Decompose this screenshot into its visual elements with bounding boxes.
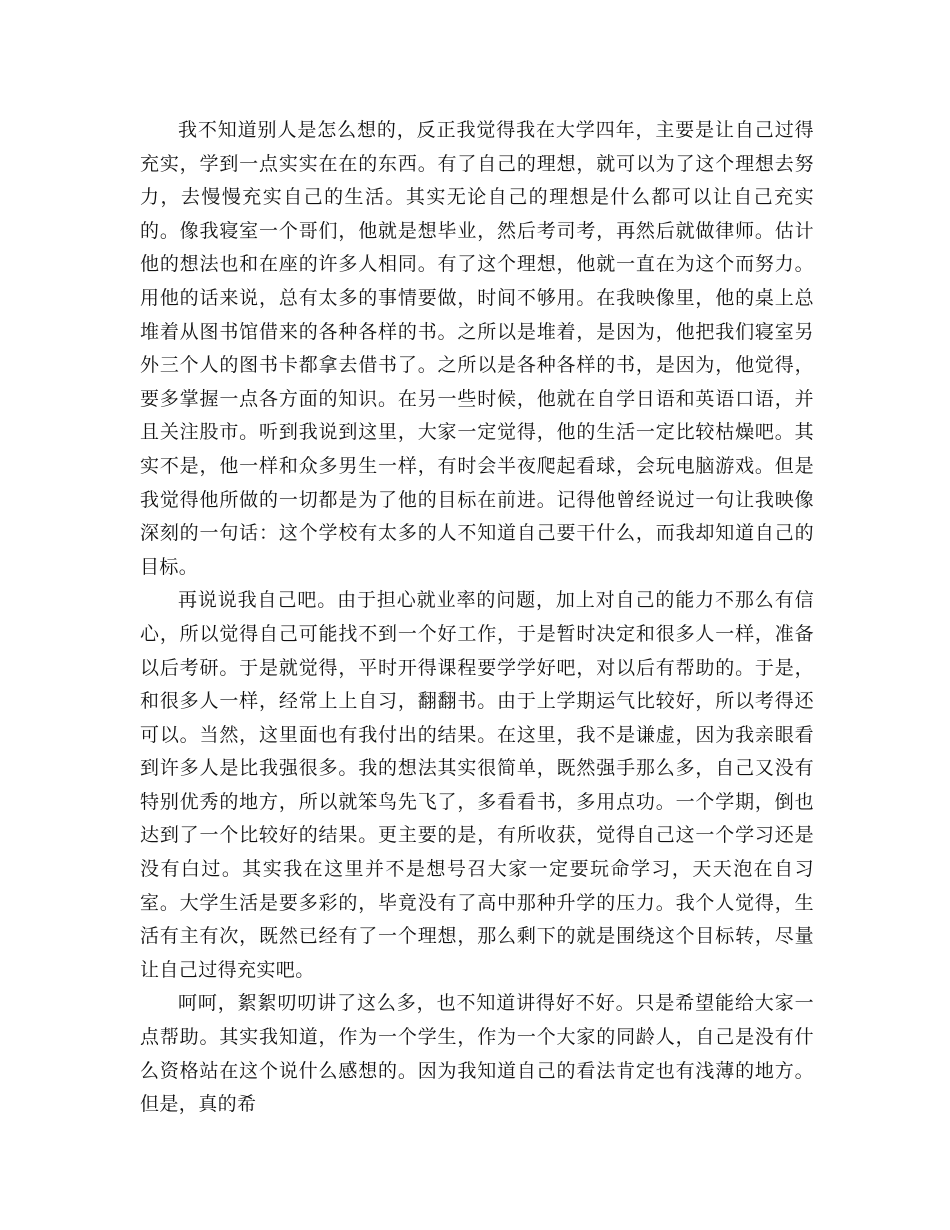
document-body — [140, 114, 814, 1122]
paragraph-3: 呵呵，絮絮叨叨讲了这么多，也不知道讲得好不好。只是希望能给大家一点帮助。其实我知道，作为一个学生，作为一个大家的同龄人，自己是没有什么资格站在这个说什么感想的。因为我知道自己的看法肯定也有浅薄的地方。但是，真的希 — [140, 992, 814, 1116]
paragraph-2: 再说说我自己吧。由于担心就业率的问题，加上对自己的能力不那么有信心，所以觉得自己可能找不到一个好工作，于是暂时决定和很多人一样，准备以后考研。于是就觉得，平时开得课程要学学好吧，对以后有帮助的。于是，和很多人一样，经常上上自习，翻翻书。由于上学期运气比较好，所以考得还可以。当然，这里面也有我付出的结果。在这里，我不是谦虚，因为我亲眼看到许多人是比我强很多。我的想法其实很简单，既然强手那么多，自己又没有特别优秀的地方，所以就笨鸟先飞了，多看看书，多用点功。一个学期，倒也达到了一个比较好的结果。更主要的是，有所收获，觉得自己这一个学习还是没有白过。其实我在这里并不是想号召大家一定要玩命学习，天天泡在自习室。大学生活是要多彩的，毕竟没有了高中那种升学的压力。我个人觉得，生活有主有次，既然已经有了一个理想，那么剩下的就是围绕这个目标转，尽量让自己过得充实吧。 — [140, 589, 814, 981]
paragraph-1: 我不知道别人是怎么想的，反正我觉得我在大学四年，主要是让自己过得充实，学到一点实实在在的东西。有了自己的理想，就可以为了这个理想去努力，去慢慢充实自己的生活。其实无论自己的理想是什么都可以让自己充实的。像我寝室一个哥们，他就是想毕业，然后考司考，再然后就做律师。估计他的想法也和在座的许多人相同。有了这个理想，他就一直在为这个而努力。用他的话来说，总有太多的事情要做，时间不够用。在我映像里，他的桌上总堆着从图书馆借来的各种各样的书。之所以是堆着，是因为，他把我们寝室另外三个人的图书卡都拿去借书了。之所以是各种各样的书，是因为，他觉得，要多掌握一点各方面的知识。在另一些时候，他就在自学日语和英语口语，并且关注股市。听到我说到这里，大家一定觉得，他的生活一定比较枯燥吧。其实不是，他一样和众多男生一样，有时会半夜爬起看球，会玩电脑游戏。但是我觉得他所做的一切都是为了他的目标在前进。记得他曾经说过一句让我映像深刻的一句话：这个学校有太多的人不知道自己要干什么，而我却知道自己的目标。 — [140, 119, 814, 578]
